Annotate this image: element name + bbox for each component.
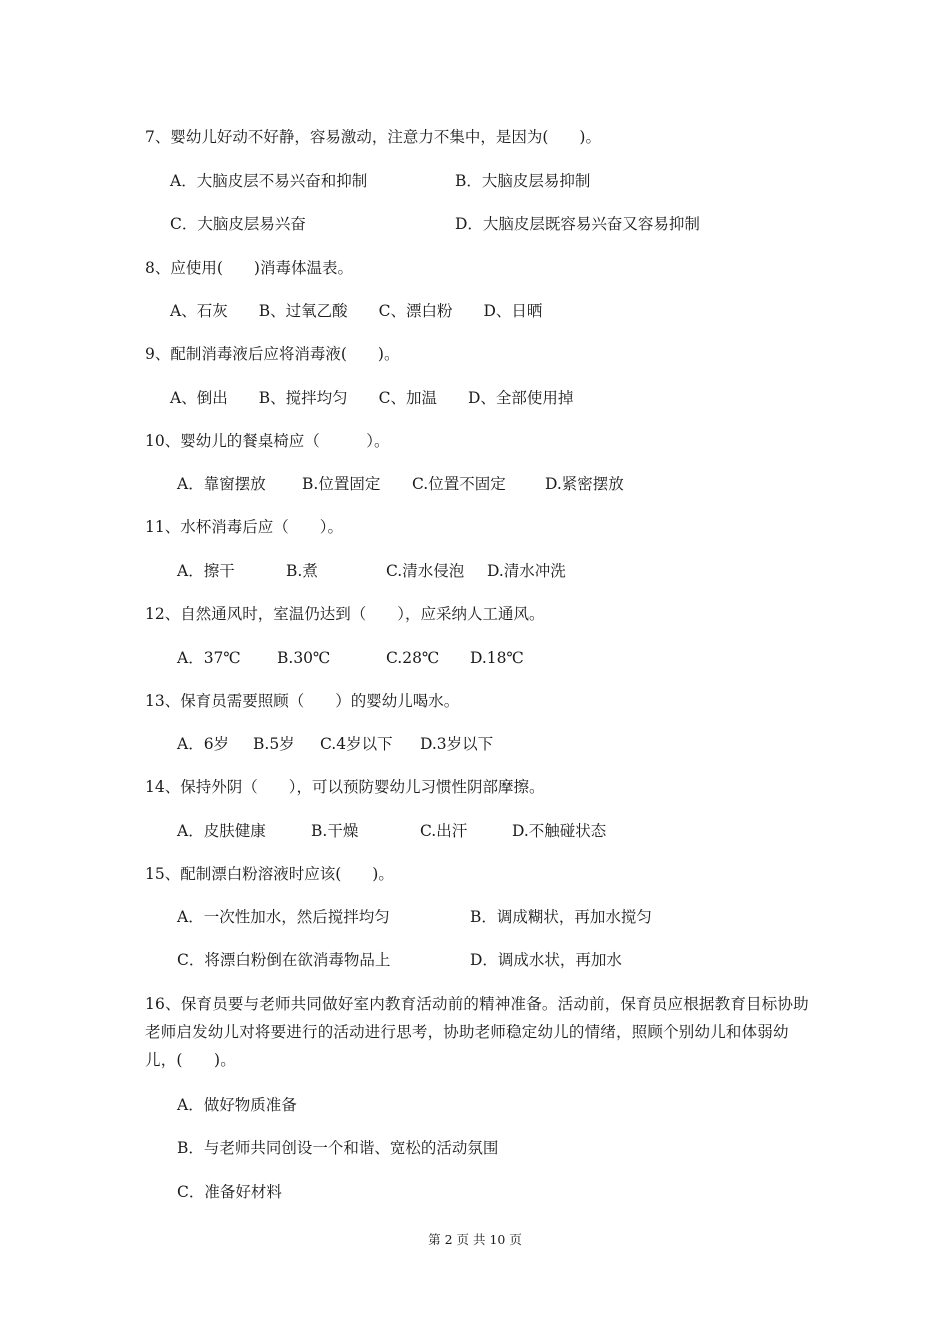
- question-7-option-b: B．大脑皮层易抑制: [455, 172, 591, 190]
- question-12-option-b: B.30℃: [277, 649, 331, 667]
- question-7-stem: 7、婴幼儿好动不好静，容易激动，注意力不集中，是因为( )。: [145, 128, 601, 146]
- question-14-option-c: C.出汗: [420, 822, 468, 840]
- question-13-option-a: A．6岁: [177, 735, 230, 753]
- question-16-stem: 16、保育员要与老师共同做好室内教育活动前的精神准备。活动前，保育员应根据教育目标协助老师启发幼儿对将要进行的活动进行思考，协助老师稳定幼儿的情绪，照顾个别幼儿和体弱幼儿，( )。: [145, 995, 809, 1069]
- question-8-options: A、石灰 B、过氧乙酸 C、漂白粉 D、日晒: [170, 302, 543, 320]
- question-9-options: A、倒出 B、搅拌均匀 C、加温 D、全部使用掉: [170, 389, 574, 407]
- question-10-option-c: C.位置不固定: [412, 475, 506, 493]
- question-14-stem: 14、保持外阴（ ），可以预防婴幼儿习惯性阴部摩擦。: [145, 778, 545, 796]
- question-16-option-b: B．与老师共同创设一个和谐、宽松的活动氛围: [177, 1139, 499, 1157]
- question-11-option-a: A．擦干: [177, 562, 235, 580]
- question-10-option-d: D.紧密摆放: [545, 475, 624, 493]
- question-16-option-c: C．准备好材料: [177, 1183, 282, 1201]
- question-7-option-c: C．大脑皮层易兴奋: [170, 215, 306, 233]
- question-13-option-c: C.4岁以下: [320, 735, 393, 753]
- question-15-stem: 15、配制漂白粉溶液时应该( )。: [145, 865, 394, 883]
- question-13-option-d: D.3岁以下: [420, 735, 494, 753]
- question-11-option-d: D.清水冲洗: [487, 562, 566, 580]
- question-11-option-c: C.清水侵泡: [386, 562, 465, 580]
- question-10-option-a: A．靠窗摆放: [177, 475, 266, 493]
- question-7-option-d: D．大脑皮层既容易兴奋又容易抑制: [455, 215, 700, 233]
- question-11-option-b: B.煮: [286, 562, 318, 580]
- question-15-option-a: A．一次性加水，然后搅拌均匀: [177, 908, 390, 926]
- question-14-option-a: A．皮肤健康: [177, 822, 266, 840]
- question-15-option-d: D．调成水状，再加水: [470, 951, 622, 969]
- question-12-option-a: A．37℃: [177, 649, 241, 667]
- question-14-option-b: B.干燥: [311, 822, 359, 840]
- page-number-footer: 第 2 页 共 10 页: [428, 1232, 522, 1247]
- question-10-stem: 10、婴幼儿的餐桌椅应（ ）。: [145, 432, 390, 450]
- question-14-option-d: D.不触碰状态: [512, 822, 607, 840]
- question-16-option-a: A．做好物质准备: [177, 1096, 297, 1114]
- question-10-option-b: B.位置固定: [302, 475, 381, 493]
- question-12-option-d: D.18℃: [470, 649, 524, 667]
- question-13-option-b: B.5岁: [253, 735, 295, 753]
- question-9-stem: 9、配制消毒液后应将消毒液( )。: [145, 345, 400, 363]
- question-8-stem: 8、应使用( )消毒体温表。: [145, 259, 353, 277]
- question-13-stem: 13、保育员需要照顾（ ）的婴幼儿喝水。: [145, 692, 460, 710]
- question-12-option-c: C.28℃: [386, 649, 440, 667]
- question-12-stem: 12、自然通风时，室温仍达到（ ），应采纳人工通风。: [145, 605, 545, 623]
- question-15-option-c: C．将漂白粉倒在欲消毒物品上: [177, 951, 391, 969]
- question-15-option-b: B．调成糊状，再加水搅匀: [470, 908, 652, 926]
- question-7-option-a: A．大脑皮层不易兴奋和抑制: [170, 172, 368, 190]
- question-11-stem: 11、水杯消毒后应（ ）。: [145, 518, 343, 536]
